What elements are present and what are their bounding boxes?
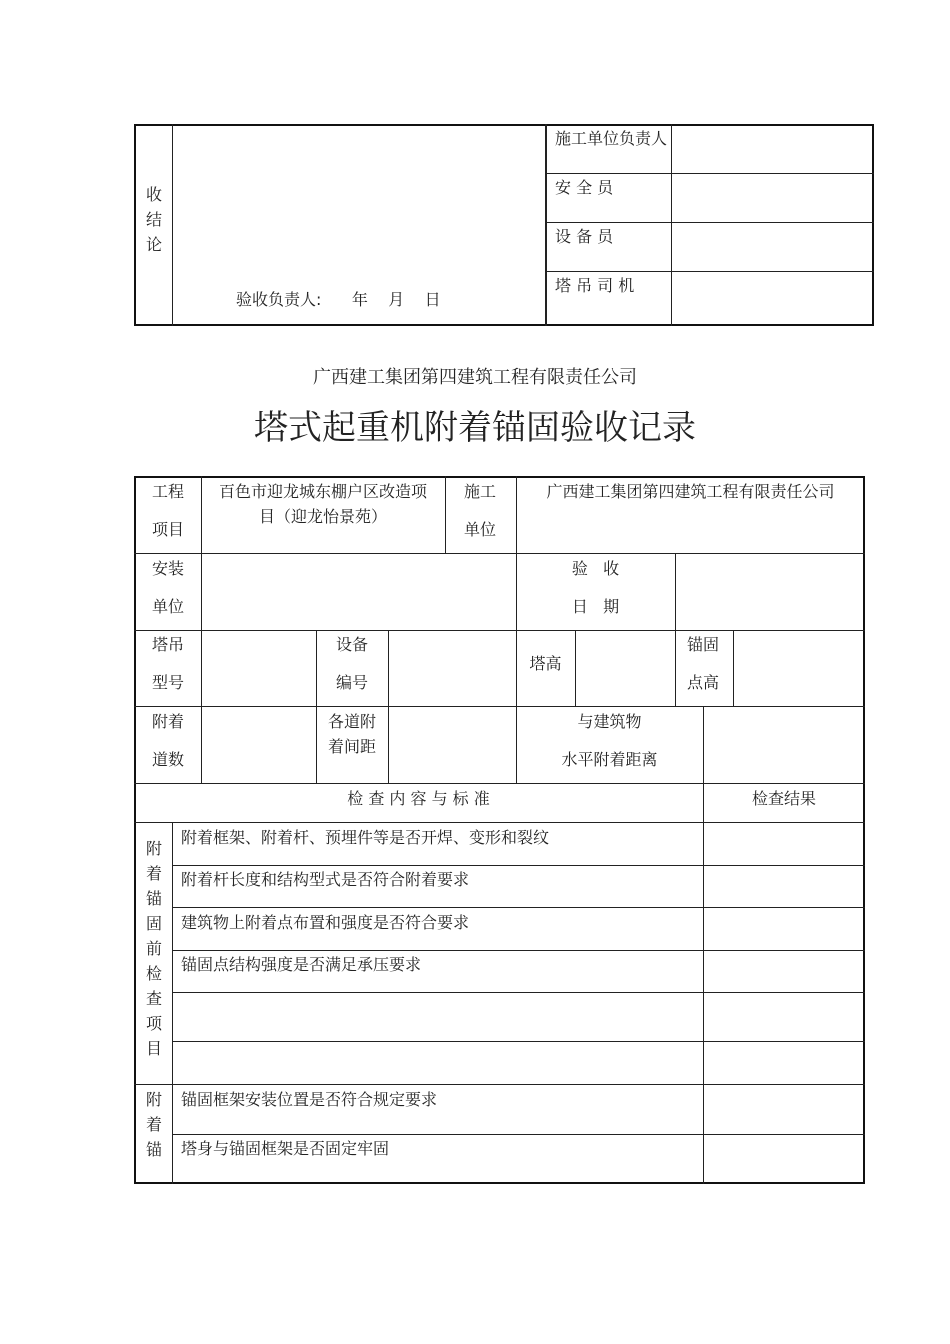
signer-crane-operator: 塔 吊 司 机	[555, 276, 635, 295]
divider	[134, 553, 865, 554]
attach-count-label: 道数	[152, 750, 185, 769]
attach-spacing-label: 着间距	[327, 737, 376, 756]
anchor-height-label: 点高	[687, 673, 720, 692]
check-item: 塔身与锚固框架是否固定牢固	[181, 1139, 390, 1158]
signer-equipment-officer: 设 备 员	[555, 227, 614, 246]
horizontal-distance-label: 与建筑物	[577, 712, 642, 731]
check-item: 锚固点结构强度是否满足承压要求	[181, 955, 422, 974]
check-content-header: 检 查 内 容 与 标 准	[347, 789, 490, 808]
builder-label: 单位	[464, 520, 497, 539]
divider	[172, 992, 865, 993]
install-unit-label: 安装	[152, 559, 185, 578]
divider	[545, 271, 874, 272]
project-value: 目（迎龙怡景苑）	[258, 507, 387, 526]
acceptance-date-label: 验 收	[571, 559, 620, 578]
check-item: 附着杆长度和结构型式是否符合附着要求	[181, 870, 470, 889]
anchor-section-label: 附着锚	[145, 1090, 162, 1159]
builder-value: 广西建工集团第四建筑工程有限责任公司	[546, 482, 835, 501]
divider	[703, 706, 704, 1184]
check-result-header: 检查结果	[751, 789, 816, 808]
project-label: 工程	[152, 482, 185, 501]
divider	[172, 822, 173, 1184]
divider	[516, 476, 517, 783]
divider	[134, 1084, 865, 1085]
divider	[172, 907, 865, 908]
divider	[675, 553, 676, 706]
install-unit-label: 单位	[152, 597, 185, 616]
divider	[671, 124, 672, 326]
divider	[172, 1041, 865, 1042]
divider	[134, 706, 865, 707]
conclusion-label: 收结论	[145, 185, 162, 254]
signer-construction-head: 施工单位负责人	[555, 129, 668, 148]
attach-spacing-label: 各道附	[327, 712, 376, 731]
divider	[575, 630, 576, 706]
divider	[388, 630, 389, 783]
divider	[445, 476, 446, 553]
project-value: 百色市迎龙城东棚户区改造项	[218, 482, 427, 501]
crane-model-label: 塔吊	[152, 635, 185, 654]
divider	[172, 1134, 865, 1135]
anchor-height-label: 锚固	[687, 635, 720, 654]
tower-height-label: 塔高	[529, 654, 562, 673]
acceptance-date-label: 日 期	[571, 597, 620, 616]
divider	[733, 630, 734, 706]
divider	[134, 822, 865, 823]
divider	[172, 950, 865, 951]
divider	[545, 222, 874, 223]
company-name: 广西建工集团第四建筑工程有限责任公司	[313, 367, 637, 388]
divider	[134, 630, 865, 631]
divider	[134, 783, 865, 784]
check-item: 锚固框架安装位置是否符合规定要求	[181, 1090, 438, 1109]
check-item: 附着框架、附着杆、预埋件等是否开焊、变形和裂纹	[181, 828, 550, 847]
project-label: 项目	[152, 520, 185, 539]
page-title: 塔式起重机附着锚固验收记录	[254, 408, 696, 448]
divider	[172, 865, 865, 866]
pre-anchor-section-label: 附着锚固前检查项目	[145, 839, 162, 1058]
divider	[545, 173, 874, 174]
crane-model-label: 型号	[152, 673, 185, 692]
check-item: 建筑物上附着点布置和强度是否符合要求	[181, 913, 470, 932]
signer-safety-officer: 安 全 员	[555, 178, 614, 197]
equipment-number-label: 编号	[335, 673, 368, 692]
divider	[545, 124, 547, 326]
equipment-number-label: 设备	[335, 635, 368, 654]
builder-label: 施工	[464, 482, 497, 501]
divider	[172, 124, 173, 326]
horizontal-distance-label: 水平附着距离	[561, 750, 658, 769]
acceptance-sign-line: 验收负责人: 年 月 日	[236, 290, 441, 309]
attach-count-label: 附着	[152, 712, 185, 731]
